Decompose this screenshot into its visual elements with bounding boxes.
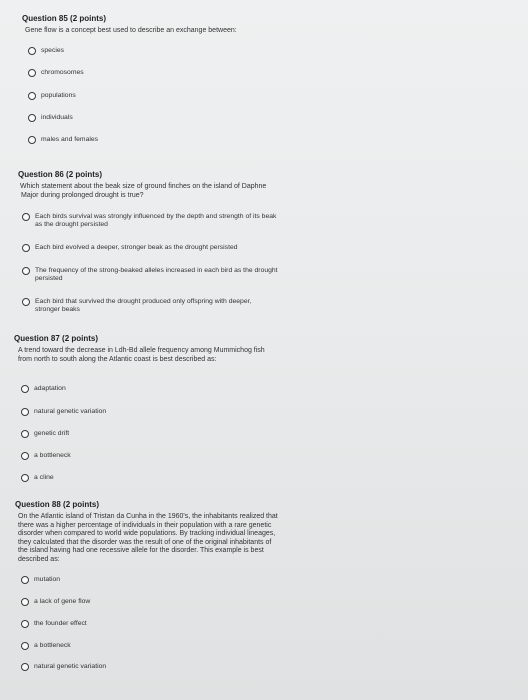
answer-label: species [41, 46, 65, 54]
answer-option-genetic-drift[interactable] [21, 430, 69, 438]
answer-option-adaptation[interactable] [21, 385, 66, 393]
answer-option-natural-genetic-variation[interactable] [21, 663, 106, 671]
answer-option-species[interactable] [28, 47, 64, 55]
radio-button[interactable] [28, 69, 36, 77]
question-87 [14, 334, 494, 481]
answer-option-lack-of-gene-flow[interactable] [21, 598, 90, 606]
radio-button[interactable] [22, 298, 30, 306]
answer-label: a cline [34, 474, 54, 481]
question-title: Question 85 (2 points) [22, 14, 107, 23]
radio-button[interactable] [21, 598, 29, 606]
radio-button[interactable] [21, 385, 29, 393]
answer-label: populations [41, 91, 76, 99]
answer-label: The frequency of the strong-beaked alleles increased in each bird as the drought persisted [35, 267, 278, 282]
answer-label: natural genetic variation [34, 663, 107, 670]
answer-option-individuals[interactable] [28, 114, 73, 122]
radio-button[interactable] [21, 408, 29, 416]
answer-option-survival-influenced[interactable] [22, 213, 276, 229]
radio-button[interactable] [22, 244, 30, 252]
answer-option-bottleneck[interactable] [21, 452, 71, 460]
answer-option-offspring-deeper-beaks[interactable] [22, 298, 251, 314]
answer-option-populations[interactable] [28, 92, 76, 100]
answer-label: mutation [34, 576, 61, 583]
answer-option-males-and-females[interactable] [28, 136, 98, 144]
radio-button[interactable] [21, 642, 29, 650]
radio-button[interactable] [22, 213, 30, 221]
question-85 [22, 14, 502, 143]
radio-button[interactable] [22, 267, 30, 275]
radio-button[interactable] [21, 620, 29, 628]
question-86 [18, 170, 498, 313]
radio-button[interactable] [28, 47, 36, 55]
answer-option-chromosomes[interactable] [28, 69, 84, 77]
answer-option-natural-genetic-variation[interactable] [21, 408, 106, 416]
answer-label: adaptation [34, 385, 66, 392]
radio-button[interactable] [28, 136, 36, 144]
question-text: Gene flow is a concept best used to describe an exchange between: [25, 27, 237, 34]
answer-label: males and females [41, 135, 99, 143]
radio-button[interactable] [21, 474, 29, 482]
question-text: On the Atlantic island of Tristan da Cunha in the 1960's, the inhabitants realized that there was a higher percentage of individuals in their population with a rare genetic disorder when compared to world wide populations. By tracking individual lineages, they calculated that the disorder was the result of one of the original inhabitants of the island having had one recessive allele for the disorder. This example is best described as: [18, 513, 278, 563]
answer-label: genetic drift [34, 430, 70, 437]
answer-label: chromosomes [41, 68, 84, 76]
radio-button[interactable] [21, 663, 29, 671]
radio-button[interactable] [28, 92, 36, 100]
answer-option-cline[interactable] [21, 474, 54, 482]
answer-option-allele-frequency[interactable] [22, 267, 278, 283]
answer-label: a lack of gene flow [34, 598, 91, 605]
answer-option-evolved-beak[interactable] [22, 244, 238, 252]
answer-label: Each birds survival was strongly influenced by the depth and strength of its beak as the drought persisted [35, 213, 277, 228]
question-text: A trend toward the decrease in Ldh-Bd allele frequency among Mummichog fish from north to south along the Atlantic coast is best described as: [18, 347, 265, 363]
radio-button[interactable] [28, 114, 36, 122]
answer-option-founder-effect[interactable] [21, 620, 87, 628]
answer-label: Each bird that survived the drought produced only offspring with deeper, stronger beaks [35, 298, 252, 313]
question-title: Question 86 (2 points) [18, 170, 103, 179]
answer-option-bottleneck[interactable] [21, 642, 71, 650]
answer-label: individuals [41, 113, 73, 121]
radio-button[interactable] [21, 576, 29, 584]
answer-label: a bottleneck [34, 642, 71, 649]
answer-label: the founder effect [34, 620, 87, 627]
answer-label: Each bird evolved a deeper, stronger beak as the drought persisted [35, 244, 238, 251]
answer-option-mutation[interactable] [21, 576, 60, 584]
question-title: Question 87 (2 points) [14, 334, 99, 343]
question-text: Which statement about the beak size of ground finches on the island of Daphne Major during prolonged drought is true? [20, 183, 267, 199]
answer-label: a bottleneck [34, 452, 71, 459]
question-title: Question 88 (2 points) [15, 500, 100, 509]
question-88 [15, 500, 505, 670]
radio-button[interactable] [21, 452, 29, 460]
radio-button[interactable] [21, 430, 29, 438]
answer-label: natural genetic variation [34, 408, 107, 415]
